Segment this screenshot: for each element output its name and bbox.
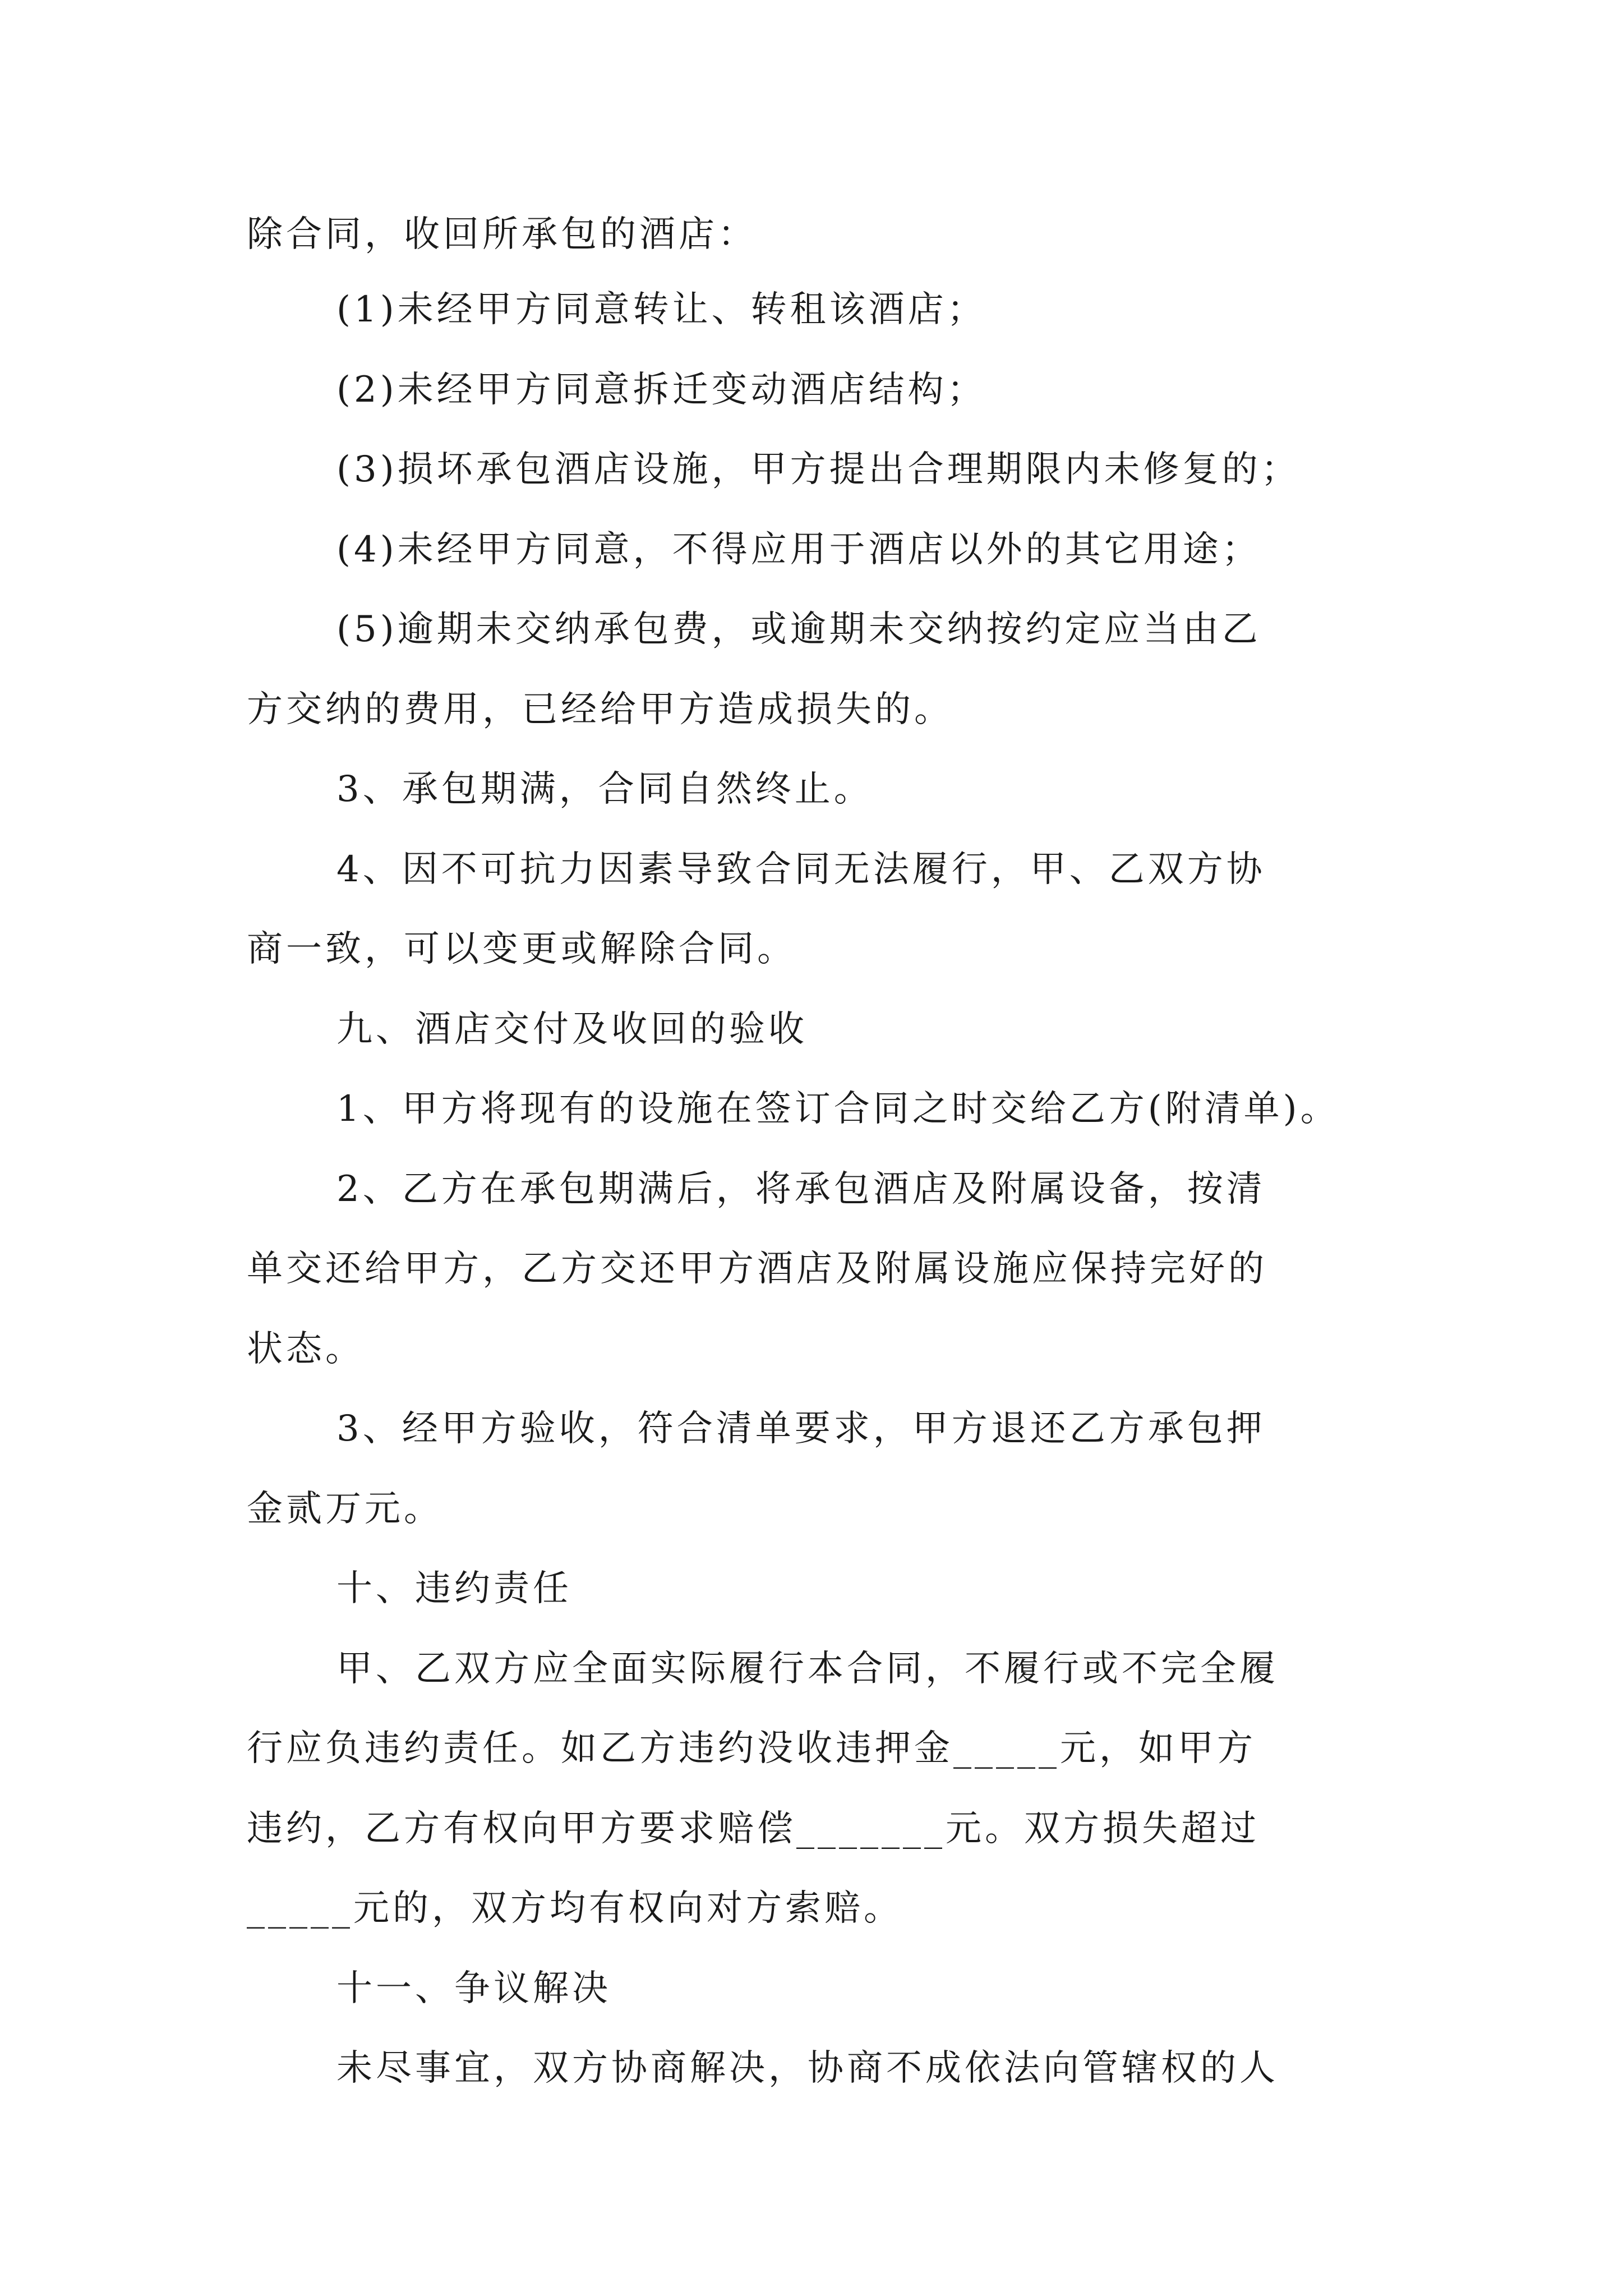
text-line: (4)未经甲方同意，不得应用于酒店以外的其它用途； (336, 529, 1261, 570)
text-line: 行应负违约责任。如乙方违约没收违押金_____元，如甲方 (247, 1728, 1256, 1769)
text-line: 4、因不可抗力因素导致合同无法履行，甲、乙双方协 (336, 849, 1266, 890)
text-line: 甲、乙双方应全面实际履行本合同，不履行或不完全履 (336, 1648, 1279, 1690)
text-line: 3、承包期满，合同自然终止。 (336, 769, 873, 810)
text-line: 3、经甲方验收，符合清单要求，甲方退还乙方承包押 (336, 1408, 1266, 1450)
text-line: (5)逾期未交纳承包费，或逾期未交纳按约定应当由乙 (336, 609, 1261, 650)
text-line: 除合同，收回所承包的酒店： (247, 214, 757, 255)
text-line: (3)损坏承包酒店设施，甲方提出合理期限内未修复的； (336, 449, 1301, 490)
section-heading: 十一、争议解决 (336, 1968, 611, 2009)
text-line: 违约，乙方有权向甲方要求赔偿_______元。双方损失超过 (247, 1808, 1260, 1849)
text-line: _____元的，双方均有权向对方索赔。 (247, 1888, 903, 1929)
text-line: (2)未经甲方同意拆迁变动酒店结构； (336, 369, 986, 411)
text-line: 1、甲方将现有的设施在签订合同之时交给乙方(附清单)。 (336, 1088, 1340, 1130)
text-line: 商一致，可以变更或解除合同。 (247, 928, 796, 970)
section-heading: 九、酒店交付及收回的验收 (336, 1009, 808, 1050)
text-line: 2、乙方在承包期满后，将承包酒店及附属设备，按清 (336, 1168, 1266, 1210)
text-line: 单交还给甲方，乙方交还甲方酒店及附属设施应保持完好的 (247, 1248, 1267, 1290)
text-line: (1)未经甲方同意转让、转租该酒店； (336, 289, 986, 330)
text-line: 状态。 (247, 1328, 365, 1370)
text-line: 方交纳的费用，已经给甲方造成损失的。 (247, 689, 953, 730)
text-line: 金贰万元。 (247, 1488, 443, 1530)
text-line: 未尽事宜，双方协商解决，协商不成依法向管辖权的人 (336, 2047, 1279, 2089)
section-heading: 十、违约责任 (336, 1568, 572, 1609)
